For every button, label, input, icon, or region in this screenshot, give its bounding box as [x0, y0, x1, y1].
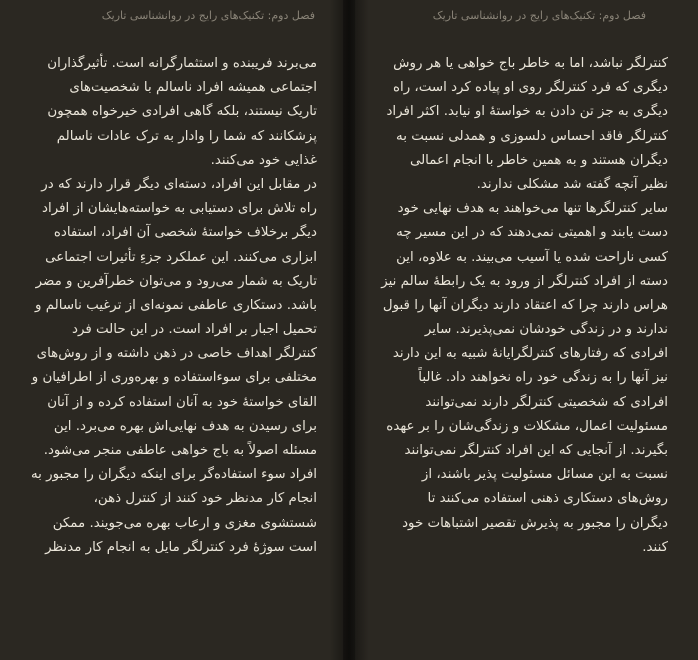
text-line: دیگری به جز تن دادن به خواستهٔ او نیابد. اکثر افراد [386, 104, 668, 120]
text-line: افرادی که رفتارهای کنترلگرایانهٔ شبیه به این دارند [392, 346, 668, 362]
text-line: افرادی که شخصیتی کنترلگر دارند نمی‌توانند [425, 394, 668, 410]
text-line: نیز آنها را به زندگی خود راه نخواهند داد. غالباً [418, 370, 668, 386]
text-line: افراد سوء استفاده‌گر برای اینکه دیگران را مجبور به [31, 467, 317, 483]
text-line: سایر کنترلگرها تنها می‌خواهند به هدف نهایی خود [397, 201, 668, 217]
text-line: باشد. دستکاری عاطفی نمونه‌ای از ترغیب ناسالم و [35, 297, 317, 313]
text-line: روش‌های دستکاری ذهنی استفاده می‌کنند تا [427, 491, 668, 507]
book-gutter [343, 0, 355, 660]
text-line: دیگری که فرد کنترلگر روی او پیاده کرد است، راه [392, 80, 668, 96]
text-line: نسبت به این مسائل مسئولیت پذیر باشند، از [421, 467, 668, 483]
text-line: پزشکانند که شما را وادار به ترک عادات ناسالم [56, 128, 317, 144]
text-line: دیگر برخلاف خواستهٔ شخصی آن افراد، استفاده [53, 225, 317, 241]
text-line: می‌برند فریبنده و استثمارگرانه است. تأثیرگذاران [47, 56, 317, 71]
text-line: مسئولیت اعمال، مشکلات و زندگی‌شان را بر عهده [386, 418, 668, 434]
text-line: دیگران را مجبور به پذیرش تقصیر اشتباهات خود [402, 515, 668, 531]
text-line: کنترلگر اهداف خاصی در ذهن داشته و از روش‌های [36, 346, 317, 362]
text-line: نظیر آنچه گفته شد مشکلی ندارند. [476, 176, 668, 192]
text-line: ابزاری می‌کنند. این عملکرد جزءِ تأثیرات اجتماعی [45, 249, 317, 265]
text-line: غذایی خود می‌کنند. [210, 152, 317, 168]
text-line: تاریک به شمار می‌رود و می‌توان خطرآفرین و مضر [35, 273, 317, 289]
text-line: راه تلاش برای دستیابی به خواسته‌هایشان از افراد [42, 201, 317, 217]
right-page-body-text [368, 52, 668, 560]
text-line: دسته از افراد کنترلگر از ورود به یک رابطهٔ سالم نیز [381, 273, 668, 289]
text-line: تاریک نیستند، بلکه گاهی افرادی خیرخواه همچون [47, 104, 317, 120]
right-page-running-header: فصل دوم: تکنیک‌های رایج در روانشناسی تاریک [432, 9, 646, 22]
text-line: کسی ناراحت شده یا آسیب می‌بیند. به علاوه، این [396, 249, 668, 265]
text-line: القای خواستهٔ خود به آنان استفاده کرده و از آنان [47, 394, 317, 410]
text-line: شستشوی مغزی و ارعاب بهره می‌جویند. ممکن [52, 515, 317, 531]
text-line: دیگران هستند و به همین خاطر با انجام اعمالی [409, 152, 668, 168]
text-line: کنترلگر نباشد، اما به خاطر باج خواهی یا هر روش [393, 56, 668, 71]
text-line: مختلفی برای سوءاستفاده و بهره‌وری از اطرافیان و [31, 370, 317, 386]
text-line: کنند. [642, 539, 668, 555]
text-line: هراس دارند چرا که اعتقاد دارند دیگران آنها را قبول [382, 297, 668, 313]
text-line: تحمیل اجبار بر افراد است. در این حالت فرد [72, 322, 317, 338]
left-page-running-header: فصل دوم: تکنیک‌های رایج در روانشناسی تاریک [101, 9, 315, 22]
text-line: اجتماعی همیشه افراد ناسالم با شخصیت‌های [69, 80, 317, 96]
text-line: است سوژهٔ فرد کنترلگر مایل به انجام کار مدنظر [45, 539, 317, 555]
text-line: ندارند و در زندگی خودشان نمی‌پذیرند. سایر [424, 322, 668, 338]
text-line: در مقابل این افراد، دسته‌ای دیگر قرار دارند که در [41, 176, 317, 192]
text-line: دست یابند و اهمیتی نمی‌دهند که در این مسیر چه [396, 225, 668, 241]
right-page[interactable] [355, 0, 698, 660]
left-page[interactable] [0, 0, 343, 660]
text-line: بگیرند. از آنجایی که این افراد کنترلگر نمی‌توانند [404, 443, 668, 458]
left-page-body-text [17, 52, 317, 560]
text-line: انجام کار مدنظر خود کنند از کنترل ذهن، [93, 491, 317, 507]
text-line: کنترلگر فاقد احساس دلسوزی و همدلی نسبت به [396, 128, 668, 144]
text-line: برای رسیدن به هدف نهایی‌اش بهره می‌برد. این [53, 418, 317, 434]
text-line: مسئله اصولاً به باج خواهی عاطفی منجر می‌شود. [43, 443, 317, 458]
